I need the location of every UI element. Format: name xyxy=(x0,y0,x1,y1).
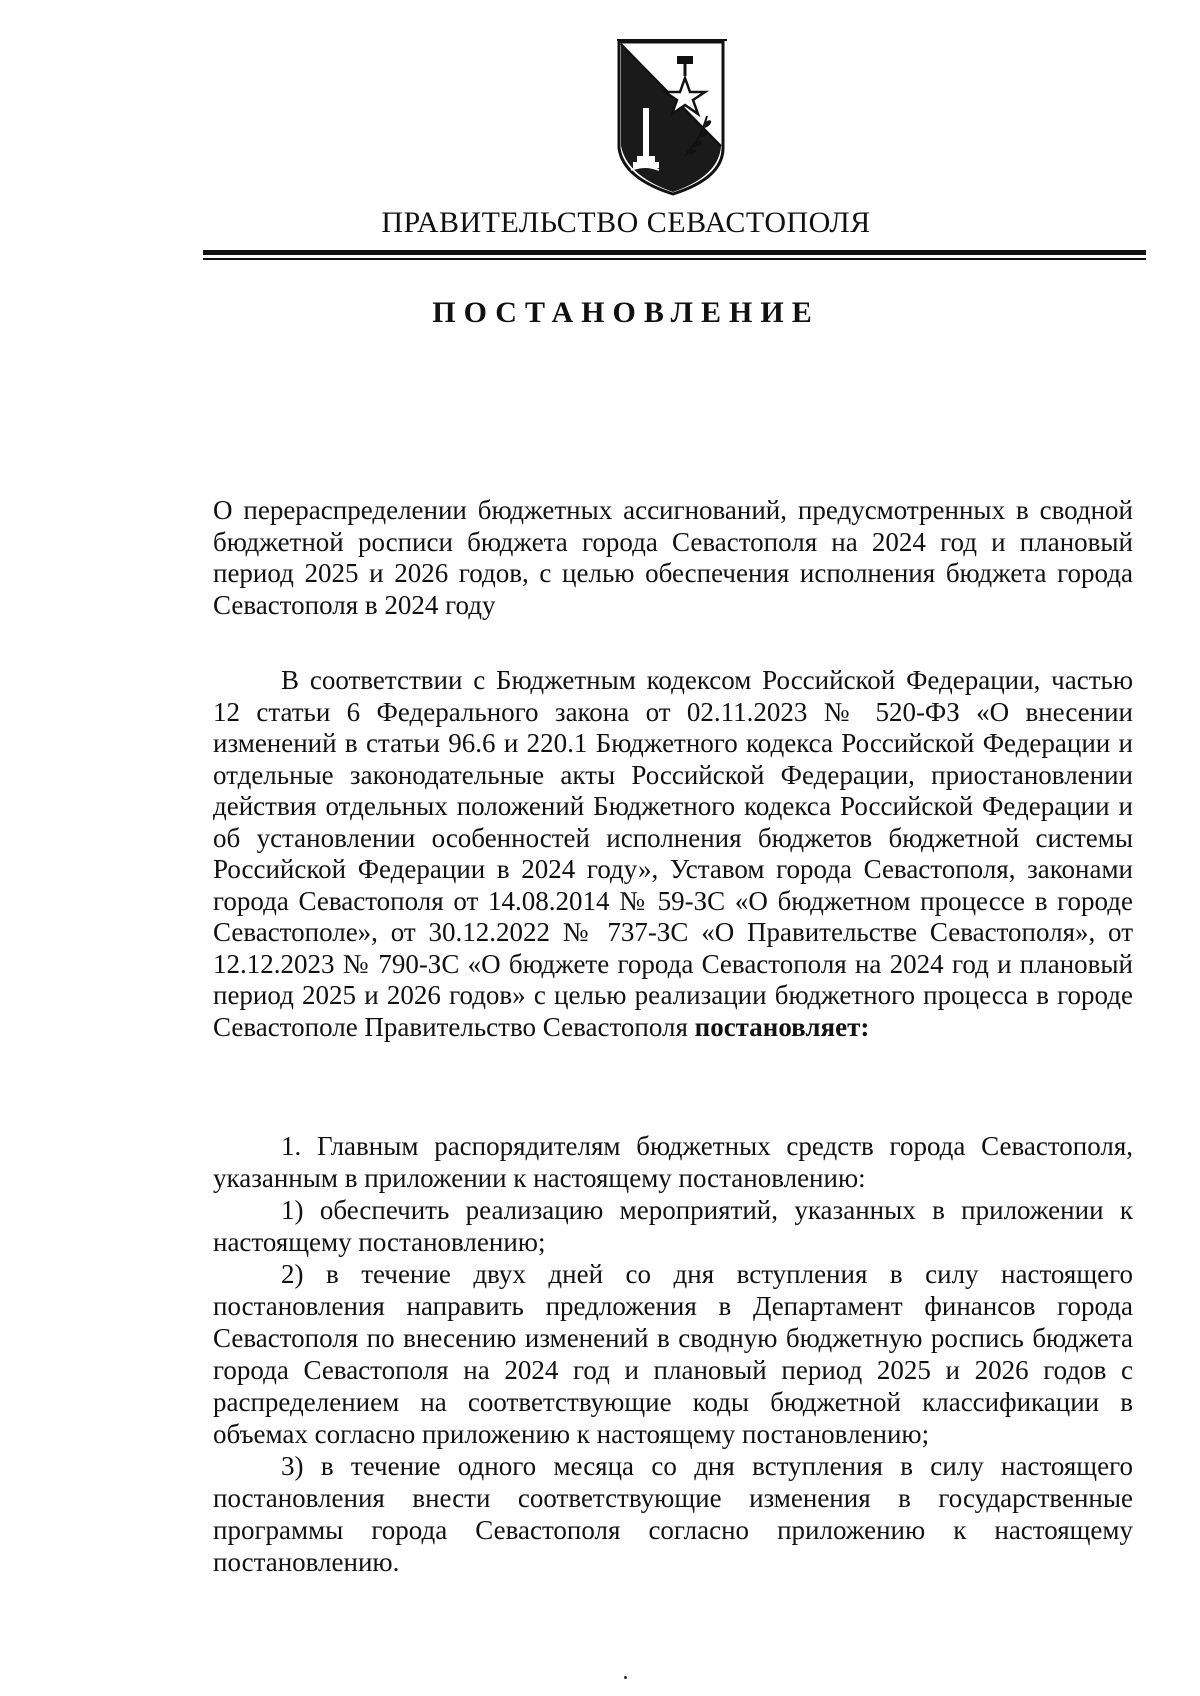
header-rule-thick xyxy=(203,250,1146,255)
issuing-authority: ПРАВИТЕЛЬСТВО СЕВАСТОПОЛЯ xyxy=(381,206,871,239)
header-rule-thin xyxy=(203,258,1146,260)
preamble xyxy=(213,665,1133,1043)
resolution-item: 1. Главным распорядителям бюджетных средств города Севастополя, указанным в приложении к настоящему постановлению: xyxy=(213,1131,1133,1193)
resolution-subitem: 2) в течение двух дней со дня вступления в силу настоящего постановления направить предложения в Департамент финансов города Севастополя по внесению изменений в сводную бюджетную роспись бюджета города Севастополя на 2024 год и плановый период 2025 и 2026 годов с распределением на соответствующие коды бюджетной классификации в объемах согласно приложению к настоящему постановлению; xyxy=(213,1259,1133,1449)
sevastopol-coat-of-arms-icon xyxy=(615,38,733,198)
subject-text: О перераспределении бюджетных ассигнований, предусмотренных в сводной бюджетной росписи бюджета города Севастополя на 2024 год и плановый период 2025 и 2026 годов, с целью обеспечения исполнения бюджета города Севастополя в 2024 году xyxy=(213,495,1133,620)
resolves-keyword: постановляет: xyxy=(694,1011,870,1042)
page-mark xyxy=(624,1676,627,1679)
document-subject xyxy=(213,495,1133,621)
preamble-paragraph xyxy=(213,665,1133,1043)
preamble-text: В соответствии с Бюджетным кодексом Российской Федерации, частью 12 статьи 6 Федерального закона от 02.11.2023 № 520-ФЗ «О внесении изменений в статьи 96.6 и 220.1 Бюджетного кодекса Российской Федерации и отдельные законодательные акты Российской Федерации, приостановлении действия отдельных положений Бюджетного кодекса Российской Федерации и об установлении особенностей исполнения бюджетов бюджетной системы Российской Федерации в 2024 году», Уставом города Севастополя, законами города Севастополя от 14.08.2014 № 59-ЗС «О бюджетном процессе в городе Севастополе», от 30.12.2022 № 737-ЗС «О Правительстве Севастополя», от 12.12.2023 № 790-ЗС «О бюджете города Севастополя на 2024 год и плановый период 2025 и 2026 годов» с целью реализации бюджетного процесса в городе Севастополе Правительство Севастополя xyxy=(213,665,1133,1042)
resolution-subitem: 3) в течение одного месяца со дня вступления в силу настоящего постановления внести соответствующие изменения в государственные программы города Севастополя согласно приложению к настоящему постановлению. xyxy=(213,1451,1133,1577)
resolution-items xyxy=(213,1130,1133,1578)
resolution-subitem: 1) обеспечить реализацию мероприятий, указанных в приложении к настоящему постановлению; xyxy=(213,1195,1133,1257)
document-type-title: ПОСТАНОВЛЕНИЕ xyxy=(432,296,820,329)
